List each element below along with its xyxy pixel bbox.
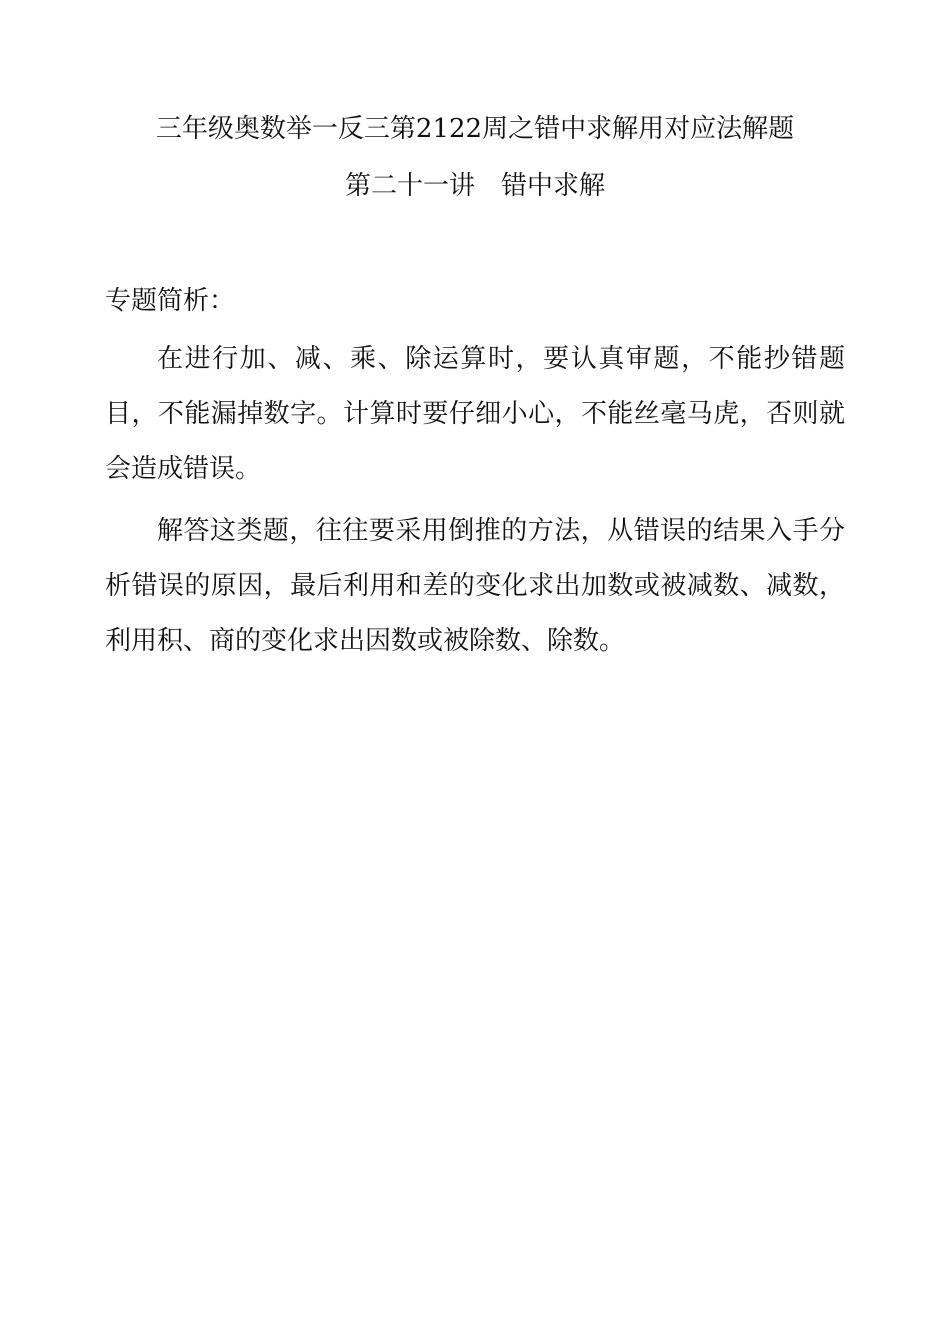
document-title: 三年级奥数举一反三第2122周之错中求解用对应法解题 xyxy=(155,114,795,144)
section-heading: 专题简析： xyxy=(105,286,236,316)
paragraph-2: 解答这类题，往往要采用倒推的方法，从错误的结果入手分析错误的原因，最后利用和差的变化求出加数或被减数、减数，利用积、商的变化求出因数或被除数、除数。 xyxy=(105,516,845,656)
paragraph-1: 在进行加、减、乘、除运算时，要认真审题，不能抄错题目，不能漏掉数字。计算时要仔细小心，不能丝毫马虎，否则就会造成错误。 xyxy=(105,344,845,484)
lecture-subtitle: 第二十一讲 错中求解 xyxy=(344,171,605,201)
